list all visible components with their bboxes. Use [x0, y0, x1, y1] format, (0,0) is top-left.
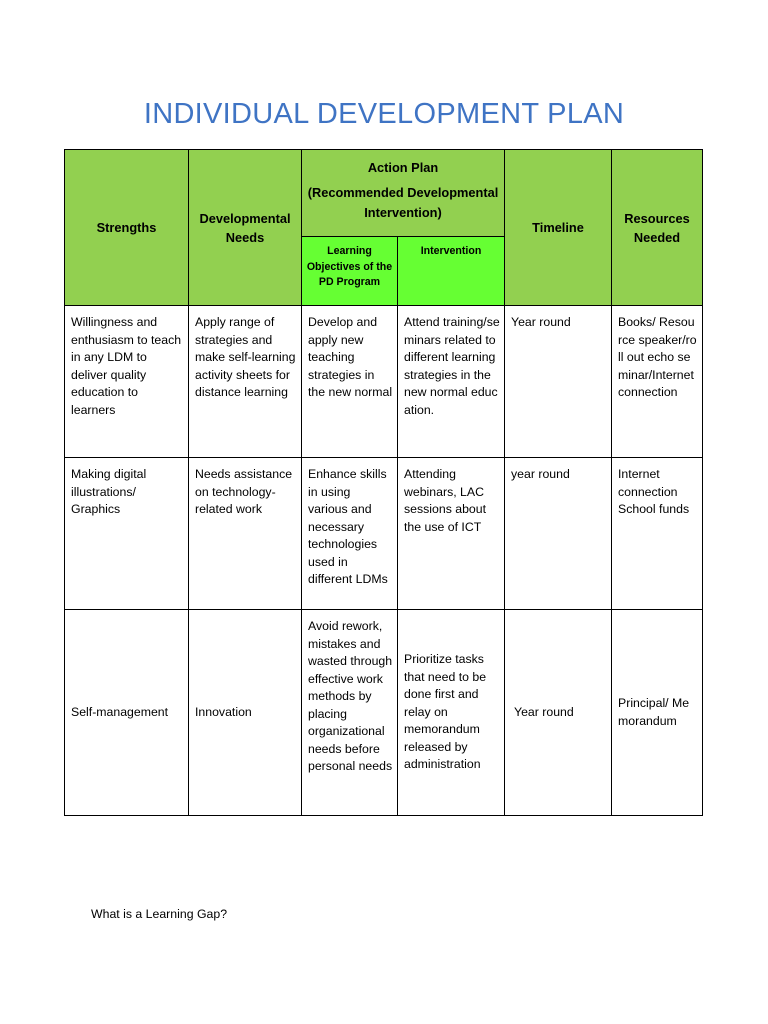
- cell-timeline: [505, 610, 612, 816]
- header-learning-objectives: [302, 237, 398, 306]
- header-action-plan: [302, 150, 505, 237]
- learning-gap-question: What is a Learning Gap?: [91, 907, 228, 921]
- header-learning-objectives-label: Learning Objectives of the PD Program: [306, 245, 393, 288]
- table-row: [65, 458, 703, 610]
- cell-objectives: [302, 306, 398, 458]
- cell-timeline: [505, 458, 612, 610]
- cell-intervention-text: Attend training/seminars related to different learning strategies in the new normal education.: [404, 315, 500, 417]
- cell-strengths: [65, 458, 189, 610]
- cell-intervention-text: Prioritize tasks that need to be done first and relay on memorandum released by administration: [404, 652, 487, 772]
- table-row: [65, 610, 703, 816]
- header-intervention: [398, 237, 505, 306]
- cell-needs: [189, 306, 302, 458]
- cell-timeline: [505, 306, 612, 458]
- header-timeline: Timeline: [505, 150, 612, 306]
- header-action-plan-title: Action Plan: [367, 160, 439, 175]
- cell-needs-text: Needs assistance on technology-related work: [195, 467, 293, 516]
- header-strengths: Strengths: [65, 150, 189, 306]
- header-action-plan-subtitle: (Recommended Developmental Intervention): [307, 185, 499, 220]
- cell-timeline-text: Year round: [511, 315, 571, 329]
- cell-strengths: [65, 610, 189, 816]
- table-header-row: [65, 150, 703, 237]
- cell-intervention: [398, 610, 505, 816]
- cell-intervention: [398, 306, 505, 458]
- cell-needs-text: Innovation: [195, 704, 252, 719]
- cell-intervention-text: Attending webinars, LAC sessions about the use of ICT: [404, 467, 487, 534]
- cell-objectives-text: Enhance skills in using various and necessary technologies used in different LDMs: [308, 467, 388, 586]
- cell-strengths-text: Willingness and enthusiasm to teach in any LDM to deliver quality education to learners: [71, 315, 182, 417]
- table-row: [65, 306, 703, 458]
- cell-resources: [612, 306, 703, 458]
- cell-strengths: [65, 306, 189, 458]
- development-plan-table: [64, 149, 703, 816]
- cell-resources: [612, 610, 703, 816]
- document-title: INDIVIDUAL DEVELOPMENT PLAN: [143, 98, 625, 130]
- header-resources-needed: [612, 150, 703, 306]
- header-developmental-needs: [189, 150, 302, 306]
- cell-resources-text: Books/ Resource speaker/roll out echo seminar/Internet connection: [618, 315, 697, 399]
- header-resources-label: Resources Needed: [624, 210, 690, 245]
- cell-timeline-text: Year round: [514, 704, 574, 719]
- cell-resources: [612, 458, 703, 610]
- cell-objectives-text: Develop and apply new teaching strategies in the new normal: [308, 315, 393, 399]
- cell-resources-text: Principal/ Memorandum: [618, 696, 690, 728]
- cell-intervention: [398, 458, 505, 610]
- cell-needs-text: Apply range of strategies and make self-learning activity sheets for distance learning: [195, 315, 296, 399]
- header-developmental-needs-label: Developmental Needs: [199, 210, 291, 245]
- cell-timeline-text: year round: [511, 467, 570, 481]
- cell-needs: [189, 610, 302, 816]
- cell-strengths-text: Self-management: [71, 704, 169, 719]
- cell-needs: [189, 458, 302, 610]
- cell-objectives-text: Avoid rework, mistakes and wasted through effective work methods by placing organizational needs before personal needs: [308, 619, 393, 773]
- cell-strengths-text: Making digital illustrations/ Graphics: [71, 467, 147, 516]
- header-intervention-label: Intervention: [420, 245, 482, 257]
- cell-objectives: [302, 610, 398, 816]
- cell-resources-text: Internet connection School funds: [618, 467, 690, 516]
- cell-objectives: [302, 458, 398, 610]
